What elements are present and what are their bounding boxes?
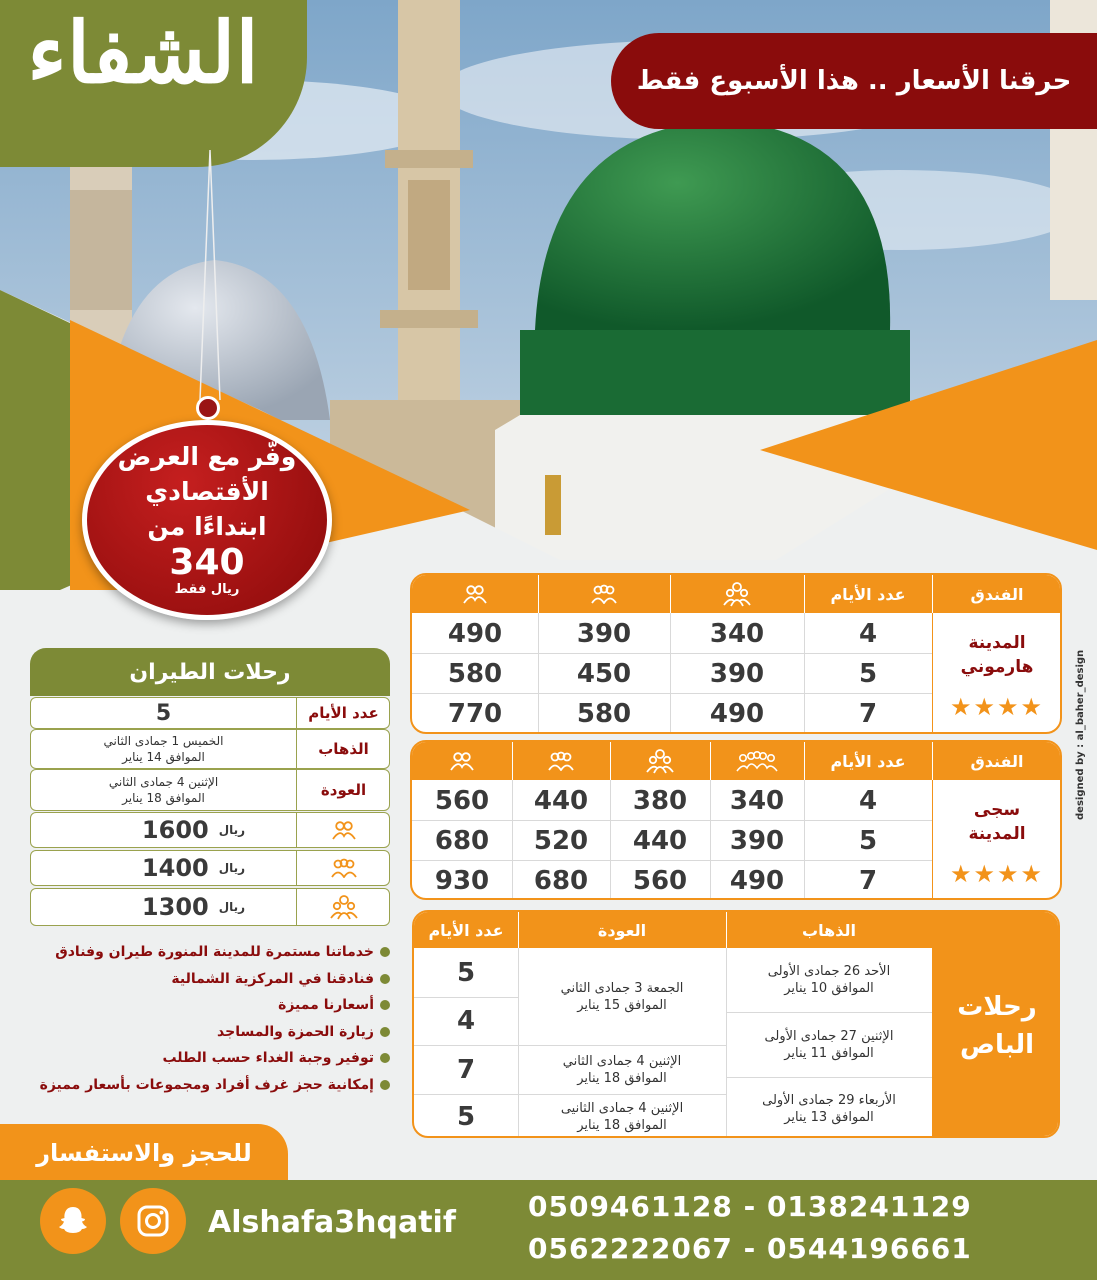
group-of-3-icon <box>538 575 670 613</box>
hotel1-price: 490 <box>447 619 503 649</box>
social-handle[interactable]: Alshafa3hqatif <box>208 1205 456 1240</box>
flights-departure-label: الذهاب <box>318 740 369 758</box>
bus-departure-date <box>726 1012 932 1077</box>
flight-price: 1400 <box>141 854 209 882</box>
days-header: عدد الأيام <box>830 584 906 604</box>
bullet-icon <box>380 1027 390 1037</box>
offer-line-1: وفّر مع العرض <box>117 442 297 471</box>
bus-title-line1: رحلات <box>957 992 1037 1022</box>
flights-return-line2: الموافق 18 يناير <box>122 791 205 805</box>
service-text: زيارة الحمزة والمساجد <box>217 1024 374 1040</box>
bus-days: 7 <box>456 1054 476 1085</box>
flights-departure-line2: الموافق 14 يناير <box>122 750 205 764</box>
flights-return-date <box>31 770 296 810</box>
flight-currency: ريال <box>218 823 246 837</box>
phone-numbers[interactable]: 0509461128 - 0138241129 <box>528 1190 972 1223</box>
bus-departure-line2: الموافق 13 يناير <box>784 1109 874 1125</box>
flights-return-label: العودة <box>320 781 367 799</box>
hotel2-days: 7 <box>858 866 878 896</box>
hotel1-price: 580 <box>447 659 503 689</box>
hotel2-table <box>410 740 1062 900</box>
bus-departure-header: الذهاب <box>802 920 856 940</box>
group-of-4-icon <box>670 575 804 613</box>
bullet-icon <box>380 974 390 984</box>
bus-departure-line1: الإثنين 27 جمادى الأولى <box>764 1028 894 1044</box>
brand-logo: الشفاء <box>27 3 259 102</box>
bus-title <box>932 912 1060 1138</box>
offer-price: 340 <box>169 542 245 583</box>
group-of-3-icon <box>296 851 391 885</box>
bus-return-line2: الموافق 18 يناير <box>577 1118 667 1133</box>
bullet-icon <box>380 947 390 957</box>
hotel2-price: 560 <box>434 786 490 816</box>
bus-days: 5 <box>456 957 476 988</box>
hotel2-price: 440 <box>632 826 688 856</box>
hotel1-price: 770 <box>447 699 503 729</box>
bus-return-line1: الإثنين 4 جمادى الثانيى <box>560 1101 684 1116</box>
flight-price: 1300 <box>141 893 209 921</box>
hotel2-name-line2: المدينة <box>968 824 1026 844</box>
price-tag <box>82 420 332 620</box>
bus-days-header: عدد الأيام <box>428 920 504 940</box>
hotel2-price: 680 <box>434 826 490 856</box>
offer-banner: حرقنا الأسعار .. هذا الأسبوع فقط <box>611 33 1097 129</box>
bus-table <box>412 910 1060 1138</box>
bus-return-line2: الموافق 15 يناير <box>577 997 667 1013</box>
bus-departure-date <box>726 948 932 1012</box>
hotel-header: الفندق <box>970 584 1024 604</box>
bus-return-line1: الإثنين 4 جمادى الثاني <box>562 1053 682 1069</box>
instagram-icon[interactable] <box>120 1188 186 1254</box>
designer-credit: designed by : al_baher_design <box>1075 649 1086 820</box>
group-of-5-icon <box>710 742 804 780</box>
tag-string <box>190 150 230 410</box>
hotel1-price: 390 <box>576 619 632 649</box>
service-text: فنادقنا في المركزية الشمالية <box>171 971 374 987</box>
bus-departure-date <box>726 1077 932 1138</box>
bus-return-date <box>518 1045 726 1094</box>
flights-departure-row <box>30 729 390 769</box>
hotel-header: الفندق <box>970 751 1024 771</box>
hotel1-name-line1: المدينة <box>968 633 1026 653</box>
flights-days-value: 5 <box>155 700 172 726</box>
group-of-3-icon <box>512 742 610 780</box>
hotel2-price: 340 <box>729 786 785 816</box>
group-of-2-icon <box>412 575 538 613</box>
flight-price-row <box>30 850 390 886</box>
bus-days: 5 <box>456 1102 476 1132</box>
hotel2-name <box>932 792 1062 852</box>
hotel2-stars: ★★★★ <box>949 860 1045 888</box>
offer-line-3: ابتداءًا من <box>147 512 267 541</box>
hotel2-price: 560 <box>632 866 688 896</box>
hotel1-days: 5 <box>858 659 878 689</box>
hotel2-price: 440 <box>533 786 589 816</box>
hotel2-price: 520 <box>533 826 589 856</box>
hotel2-price: 380 <box>632 786 688 816</box>
hotel2-days: 4 <box>858 786 878 816</box>
flights-title: رحلات الطيران <box>30 648 390 696</box>
service-text: أسعارنا مميزة <box>278 997 374 1013</box>
hotel2-name-line1: سجى <box>973 800 1021 820</box>
service-item <box>20 1050 390 1066</box>
offer-line-2: الأقتصادي <box>145 477 269 506</box>
hotel1-days: 7 <box>858 699 878 729</box>
service-text: خدماتنا مستمرة للمدينة المنورة طيران وفنادق <box>55 944 374 960</box>
flight-price: 1600 <box>141 816 209 844</box>
hotel1-name <box>932 625 1062 685</box>
tag-hole <box>196 396 220 420</box>
bus-days: 4 <box>456 1006 476 1036</box>
service-item <box>20 997 390 1013</box>
days-header: عدد الأيام <box>830 751 906 771</box>
bus-departure-line1: الأحد 26 جمادى الأولى <box>767 964 891 979</box>
hotel1-name-line2: هارموني <box>960 657 1034 677</box>
flights-departure-date <box>31 730 296 768</box>
bus-return-date <box>518 1094 726 1138</box>
service-text: توفير وجبة الغداء حسب الطلب <box>162 1050 374 1066</box>
bus-departure-line2: الموافق 11 يناير <box>784 1045 874 1061</box>
group-of-2-icon <box>296 813 391 847</box>
hotel1-price: 390 <box>709 659 765 689</box>
flight-price-row <box>30 812 390 848</box>
hotel2-price: 490 <box>729 866 785 896</box>
bus-return-header: العودة <box>597 920 647 940</box>
bus-title-line2: الباص <box>959 1030 1035 1060</box>
service-item <box>20 1024 390 1040</box>
hotel2-price: 680 <box>533 866 589 896</box>
hotel1-stars: ★★★★ <box>949 693 1045 721</box>
hotel1-price: 450 <box>576 659 632 689</box>
service-item <box>20 1077 390 1093</box>
bus-departure-line2: الموافق 10 يناير <box>784 981 874 996</box>
bullet-icon <box>380 1080 390 1090</box>
booking-label: للحجز والاستفسار <box>0 1124 288 1182</box>
bus-departure-line1: الأربعاء 29 جمادى الأولى <box>762 1092 896 1108</box>
hotel1-price: 490 <box>709 699 765 729</box>
flight-currency: ريال <box>218 900 246 914</box>
phone-numbers[interactable]: 0562222067 - 0544196661 <box>528 1232 972 1265</box>
hotel1-price: 340 <box>709 619 765 649</box>
bus-return-date <box>518 948 726 1045</box>
flights-departure-line1: الخميس 1 جمادى الثاني <box>103 734 224 748</box>
hotel1-days: 4 <box>858 619 878 649</box>
offer-currency: ريال فقط <box>174 582 240 597</box>
flights-days-row <box>30 697 390 729</box>
flights-return-row <box>30 769 390 811</box>
flight-currency: ريال <box>218 861 246 875</box>
bus-return-line1: الجمعة 3 جمادى الثاني <box>560 980 684 996</box>
group-of-2-icon <box>412 742 512 780</box>
hotel2-days: 5 <box>858 826 878 856</box>
service-item <box>20 944 390 960</box>
flights-return-line1: الإثنين 4 جمادى الثاني <box>108 775 219 789</box>
bus-return-line2: الموافق 18 يناير <box>577 1070 667 1086</box>
hotel2-price: 930 <box>434 866 490 896</box>
snapchat-icon[interactable] <box>40 1188 106 1254</box>
flight-price-row <box>30 888 390 926</box>
service-text: إمكانية حجز غرف أفراد ومجموعات بأسعار مميزة <box>39 1077 374 1093</box>
hotel2-price: 390 <box>729 826 785 856</box>
service-item <box>20 971 390 987</box>
hotel1-table <box>410 573 1062 734</box>
bullet-icon <box>380 1000 390 1010</box>
group-of-4-icon <box>296 889 391 925</box>
hotel1-price: 580 <box>576 699 632 729</box>
group-of-4-icon <box>610 742 710 780</box>
bullet-icon <box>380 1053 390 1063</box>
flights-days-label: عدد الأيام <box>308 704 379 722</box>
